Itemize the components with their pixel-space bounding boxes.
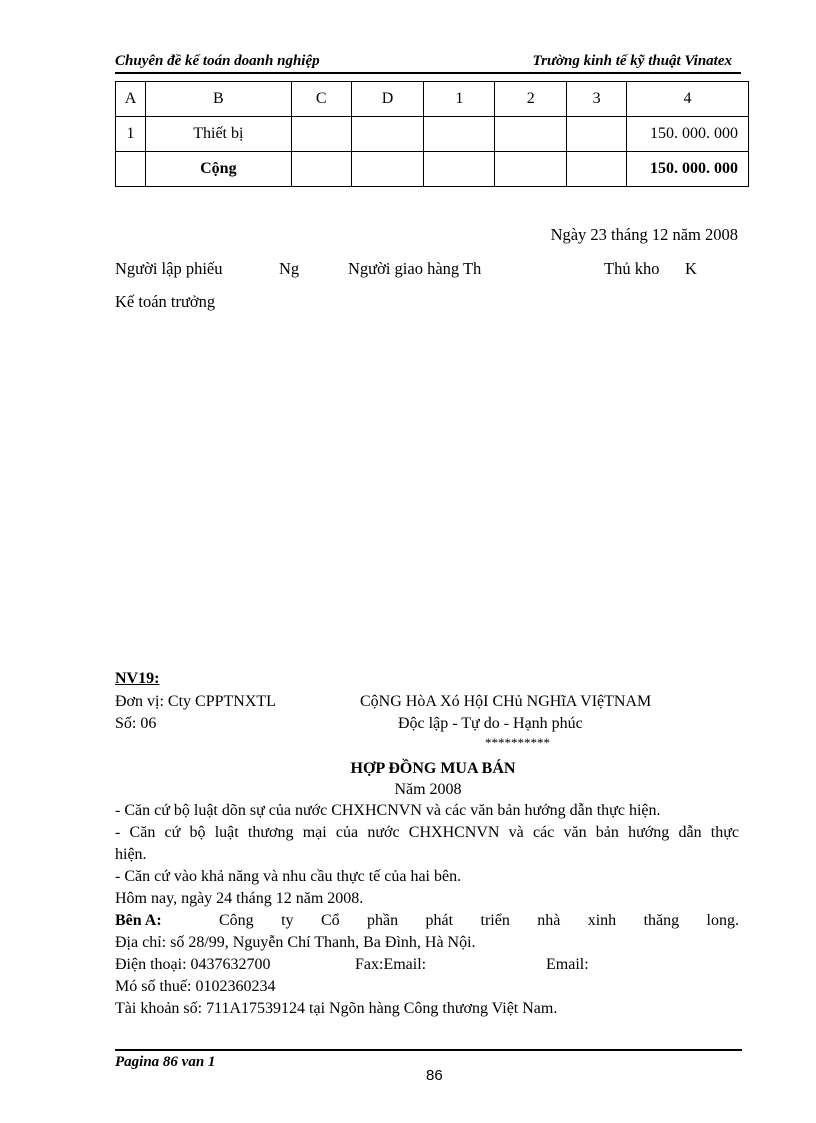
table-header-cell: 3 [567,82,627,117]
storekeeper-short: K [685,259,697,278]
table-header-cell: 4 [627,82,749,117]
party-a-name: Công ty Cổ phần phát triển nhà xinh thăng long. [219,912,739,929]
preparer-label: Người lập phiếu [115,259,223,278]
table-cell [495,152,567,187]
footer-rule [115,1049,742,1051]
table-cell [495,117,567,152]
table-cell [351,117,424,152]
fax-line: Fax:Email: [355,956,427,973]
table-cell [291,117,351,152]
storekeeper-label: Thủ kho [604,259,660,278]
party-a-line [115,912,739,930]
email-line: Email: [546,956,589,973]
republic-line: CộNG HòA Xó HộI CHủ NGHĩA VIệTNAM [360,693,652,710]
section-label: NV19: [115,670,160,687]
date-line: Ngày 23 tháng 12 năm 2008 [550,225,738,244]
table-header-cell: A [116,82,146,117]
contract-year: Năm 2008 [394,781,462,798]
table-header-cell: 2 [495,82,567,117]
table-cell: 1 [116,117,146,152]
page-number: 86 [426,1067,443,1084]
basis-2: - Căn cứ bộ luật thương mại của nước CHXHCNVN và các văn bản hướng dẫn thực [115,824,739,841]
tax-line: Mó số thuế: 0102360234 [115,978,276,995]
table-header-cell: C [291,82,351,117]
table-cell-amount: 150. 000. 000 [627,117,749,152]
preparer-short: Ng [279,259,300,278]
table-cell [291,152,351,187]
table-cell [567,152,627,187]
header-rule [115,72,741,74]
table-header-cell: B [145,82,291,117]
party-a-label: Bên A: [115,912,162,929]
header-left: Chuyên đề kế toán doanh nghiệp [115,53,320,69]
basis-2-cont: hiện. [115,846,147,863]
basis-1: - Căn cứ bộ luật dõn sự của nước CHXHCNVN và các văn bản hướng dẫn thực hiện. [115,802,661,819]
address-line: Địa chỉ: số 28/99, Nguyễn Chí Thanh, Ba Đình, Hà Nội. [115,934,476,951]
contract-title: HỢP ĐỒNG MUA BÁN [350,760,516,777]
table-total-label: Cộng [145,152,291,187]
chief-accountant-label: Kế toán trưởng [115,292,216,311]
today-line: Hôm nay, ngày 24 tháng 12 năm 2008. [115,890,364,907]
account-line: Tài khoản số: 711A17539124 tại Ngõn hàng Công thương Việt Nam. [115,1000,558,1017]
phone-line: Điện thoại: 0437632700 [115,956,271,973]
stars-line: ********** [485,735,550,750]
header-right: Trường kinh tế kỹ thuật Vinatex [532,53,732,69]
footer-left: Pagina 86 van 1 [115,1054,216,1070]
number-line: Số: 06 [115,715,157,732]
table-cell [424,152,495,187]
table-cell [567,117,627,152]
basis-3: - Căn cứ vào khả năng và nhu cầu thực tế của hai bên. [115,868,462,885]
table-row [116,117,749,152]
table-header-row [116,82,749,117]
goods-table [115,81,749,187]
table-cell: Thiết bị [145,117,291,152]
unit-line: Đơn vị: Cty CPPTNXTL [115,693,276,710]
table-cell [424,117,495,152]
table-total-amount: 150. 000. 000 [627,152,749,187]
table-cell [116,152,146,187]
deliverer-label: Người giao hàng Th [348,259,482,278]
motto-line: Độc lập - Tự do - Hạnh phúc [398,715,583,732]
table-total-row [116,152,749,187]
table-cell [351,152,424,187]
table-header-cell: D [351,82,424,117]
table-header-cell: 1 [424,82,495,117]
